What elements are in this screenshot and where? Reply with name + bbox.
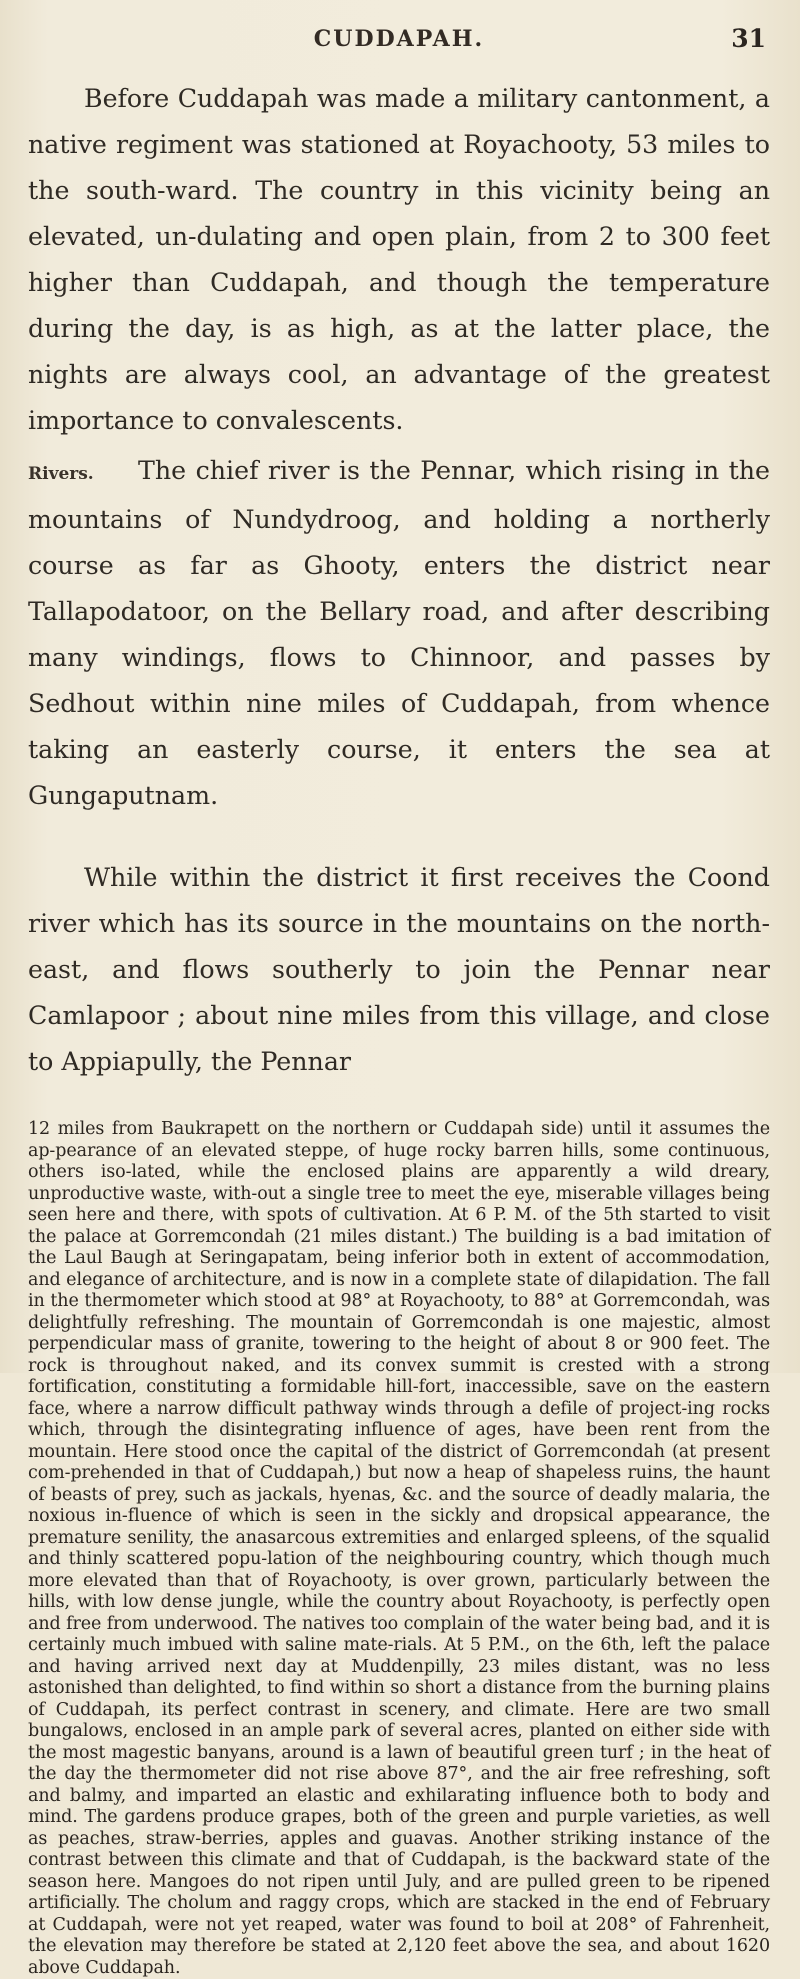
footnote-gorremcondah: 12 miles from Baukrapett on the northern or Cuddapah side) until it assumes the ap-pearance of an elevated steppe, of huge rocky barren hills, some continuous, others iso-lated, while the enclosed plains are apparently a wild dreary, unproductive waste, with-out a single tree to meet the eye, miserable villages being seen here and there, with spots of cultivation. At 6 P. M. of the 5th started to visit the palace at Gorremcondah (21 miles distant.) The building is a bad imitation of the Laul Baugh at Seringapatam, being inferior both in extent of accommodation, and elegance of architecture, and is now in a complete state of dilapidation. The fall in the thermometer which stood at 98° at Royachooty, to 88° at Gorremcondah, was delightfully refreshing. The mountain of Gorremcondah is one majestic, almost perpendicular mass of granite, towering to the height of about 8 or 900 feet. The rock is throughout naked, and its convex summit is crested with a strong fortification, constituting a formidable hill-fort, inaccessible, save on the eastern face, where a narrow difficult pathway winds through a defile of project-ing rocks which, through the disintegrating influence of ages, have been rent from the mountain. Here stood once the capital of the district of Gorremcondah (at present com-prehended in that of Cuddapah,) but now a heap of shapeless ruins, the haunt of beasts of prey, such as jackals, hyenas, &c. and the source of deadly malaria, the noxious in-fluence of which is seen in the sickly and dropsical appearance, the premature senility, the anasarcous extremities and enlarged spleens, of the squalid and thinly scattered popu-lation of the neighbouring country, which though much more elevated than that of Royachooty, is over grown, particularly between the hills, with low dense jungle, while the country about Royachooty, is perfectly open and free from underwood. The natives too complain of the water being bad, and it is certainly much imbued with saline mate-rials. At 5 P.M., on the 6th, left the palace and having arrived next day at Muddenpilly, 23 miles distant, was no less astonished than delighted, to find within so short a distance from the burning plains of Cuddapah, its perfect contrast in scenery, and climate. Here are two small bungalows, enclosed in an ample park of several acres, planted on either side with the most magestic banyans, around is a lawn of beautiful green turf ; in the heat of the day the thermometer did not rise above 87°, and the air free refreshing, soft and balmy, and imparted an elastic and exhilarating influence both to body and mind. The gardens produce grapes, both of the green and purple varieties, as well as peaches, straw-berries, apples and guavas. Another striking instance of the contrast between this climate and that of Cuddapah, is the backward state of the season here. Mangoes do not ripen until July, and are pulled green to be ripened artificially. The cholum and raggy crops, which are stacked in the end of February at Cuddapah, were not yet reaped, water was found to boil at 208° of Fahrenheit, the elevation may therefore be stated at 2,120 feet above the sea, and about 1620 above Cuddapah. xyxy=(28,1119,770,1978)
paragraph-royachooty: Before Cuddapah was made a military cantonment, a native regiment was stationed at Royachooty, 53 miles to the south-ward. The country in this vicinity being an elevated, un-dulating and open plain, from 2 to 300 feet higher than Cuddapah, and though the temperature during the day, is as high, as at the latter place, the nights are always cool, an advantage of the greatest importance to convalescents. xyxy=(28,84,770,435)
sidenote-rivers: Rivers. xyxy=(28,464,94,484)
running-title: CUDDAPAH. xyxy=(313,26,485,52)
paragraph-rivers xyxy=(28,448,770,819)
page-header xyxy=(28,22,770,62)
page-number: 31 xyxy=(731,24,766,53)
paragraph-coond-river: While within the district it first receives the Coond river which has its source in the mountains on the north-east, and flows southerly to join the Pennar near Camlapoor ; about nine miles from this village, and close to Appiapully, the Pennar xyxy=(28,863,770,1076)
paragraph-rivers-text: The chief river is the Pennar, which rising in the mountains of Nundydroog, and holding a northerly course as far as Ghooty, enters the district near Tallapodatoor, on the Bellary road, and after describing many windings, flows to Chinnoor, and passes by Sedhout within nine miles of Cuddapah, from whence taking an easterly course, it enters the sea at Gungaputnam. xyxy=(28,456,770,810)
